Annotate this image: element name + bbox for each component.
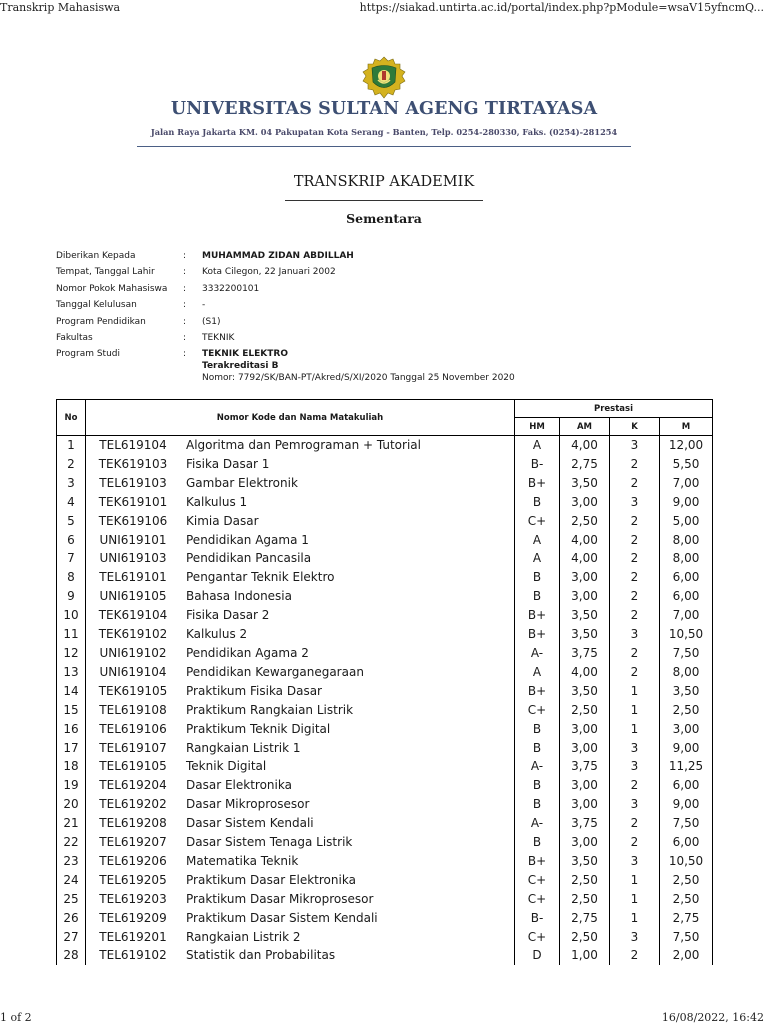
table-row [57,833,713,852]
grade-am: 2,75 [560,455,610,474]
course-name: Pendidikan Pancasila [180,549,515,568]
score-m: 11,25 [660,757,713,776]
grade-hm: C+ [515,928,560,947]
separator: : [183,349,187,360]
row-no: 6 [57,531,86,550]
course-code: TEL619108 [86,701,181,720]
table-row [57,474,713,493]
credits-k: 2 [610,512,660,531]
grade-am: 3,50 [560,474,610,493]
grade-hm: C+ [515,871,560,890]
row-no: 10 [57,606,86,625]
course-code: TEL619203 [86,890,181,909]
course-name: Dasar Elektronika [180,776,515,795]
table-row [57,625,713,644]
course-code: TEL619104 [86,436,181,455]
row-no: 22 [57,833,86,852]
grade-hm: B [515,587,560,606]
course-code: TEL619106 [86,720,181,739]
grade-am: 3,50 [560,852,610,871]
nim-label: Nomor Pokok Mahasiswa [56,283,168,294]
score-m: 6,00 [660,833,713,852]
grade-am: 3,75 [560,814,610,833]
course-code: UNI619105 [86,587,181,606]
col-prestasi-header: Prestasi [515,400,713,418]
score-m: 7,50 [660,928,713,947]
course-code: TEK619105 [86,682,181,701]
credits-k: 3 [610,757,660,776]
credits-k: 2 [610,587,660,606]
grade-hm: B+ [515,852,560,871]
transcript-table [56,399,713,965]
table-row [57,909,713,928]
university-name: UNIVERSITAS SULTAN AGENG TIRTAYASA [170,99,598,119]
row-no: 2 [57,455,86,474]
row-no: 27 [57,928,86,947]
score-m: 7,50 [660,814,713,833]
credits-k: 1 [610,701,660,720]
grade-am: 2,50 [560,928,610,947]
page-number: 1 of 2 [0,1011,32,1024]
credits-k: 3 [610,928,660,947]
course-code: TEL619208 [86,814,181,833]
table-row [57,928,713,947]
row-no: 15 [57,701,86,720]
credits-k: 2 [610,776,660,795]
table-row [57,568,713,587]
course-name: Praktikum Teknik Digital [180,720,515,739]
grade-am: 4,00 [560,436,610,455]
grade-am: 2,50 [560,512,610,531]
grade-hm: B [515,568,560,587]
university-address: Jalan Raya Jakarta KM. 04 Pakupatan Kota Serang - Banten, Telp. 0254-280330, Faks. (0254)-281254 [150,127,618,137]
study-value-group [202,348,515,384]
table-row [57,890,713,909]
credits-k: 1 [610,720,660,739]
credits-k: 2 [610,606,660,625]
document-title: TRANSKRIP AKADEMIK [293,174,475,190]
score-m: 8,00 [660,549,713,568]
course-code: TEL619201 [86,928,181,947]
row-no: 4 [57,493,86,512]
course-code: TEK619101 [86,493,181,512]
course-code: UNI619103 [86,549,181,568]
grade-am: 2,75 [560,909,610,928]
col-m-header: M [660,418,713,436]
col-hm-header: HM [515,418,560,436]
credits-k: 2 [610,455,660,474]
grade-hm: B+ [515,682,560,701]
faculty-label: Fakultas [56,332,93,343]
course-name: Statistik dan Probabilitas [180,946,515,965]
credits-k: 2 [610,644,660,663]
grade-hm: A [515,531,560,550]
grade-hm: C+ [515,890,560,909]
birth-label: Tempat, Tanggal Lahir [56,267,155,278]
course-name: Pengantar Teknik Elektro [180,568,515,587]
course-name: Bahasa Indonesia [180,587,515,606]
score-m: 7,50 [660,644,713,663]
score-m: 8,00 [660,663,713,682]
score-m: 9,00 [660,739,713,758]
table-row [57,946,713,965]
print-datetime: 16/08/2022, 16:42 [661,1011,764,1024]
course-name: Algoritma dan Pemrograman + Tutorial [180,436,515,455]
grade-am: 3,00 [560,776,610,795]
credits-k: 1 [610,871,660,890]
faculty-value: TEKNIK [202,332,235,343]
table-row [57,549,713,568]
credits-k: 3 [610,795,660,814]
grade-hm: B [515,833,560,852]
table-row [57,871,713,890]
grade-hm: A- [515,644,560,663]
credits-k: 3 [610,625,660,644]
grade-hm: B [515,776,560,795]
transcript-rows [57,436,713,966]
course-code: TEL619209 [86,909,181,928]
course-code: UNI619104 [86,663,181,682]
score-m: 5,50 [660,455,713,474]
decree-value: Nomor: 7792/SK/BAN-PT/Akred/S/XI/2020 Tanggal 25 November 2020 [202,373,515,384]
course-name: Kimia Dasar [180,512,515,531]
credits-k: 2 [610,549,660,568]
row-no: 1 [57,436,86,455]
course-name: Dasar Sistem Tenaga Listrik [180,833,515,852]
score-m: 2,50 [660,871,713,890]
course-name: Rangkaian Listrik 1 [180,739,515,758]
grade-am: 3,00 [560,587,610,606]
credits-k: 2 [610,833,660,852]
student-name: MUHAMMAD ZIDAN ABDILLAH [202,251,354,261]
grade-hm: B [515,720,560,739]
score-m: 6,00 [660,587,713,606]
course-code: TEL619101 [86,568,181,587]
table-row [57,663,713,682]
course-code: TEL619207 [86,833,181,852]
col-am-header: AM [560,418,610,436]
score-m: 8,00 [660,531,713,550]
grade-am: 2,50 [560,871,610,890]
grade-hm: B+ [515,606,560,625]
course-name: Pendidikan Agama 2 [180,644,515,663]
course-name: Praktikum Dasar Sistem Kendali [180,909,515,928]
grade-am: 3,50 [560,625,610,644]
table-row [57,720,713,739]
grade-am: 2,50 [560,701,610,720]
course-code: TEK619103 [86,455,181,474]
grade-hm: B [515,493,560,512]
grade-hm: B+ [515,474,560,493]
separator: : [183,251,187,261]
program-label: Program Pendidikan [56,316,146,327]
row-no: 12 [57,644,86,663]
separator: : [183,267,187,278]
grade-hm: D [515,946,560,965]
grade-am: 3,00 [560,493,610,512]
col-course-header: Nomor Kode dan Nama Matakuliah [86,400,515,436]
grade-hm: A- [515,757,560,776]
credits-k: 2 [610,474,660,493]
separator: : [183,332,187,343]
grade-am: 3,00 [560,833,610,852]
course-code: TEL619103 [86,474,181,493]
table-row [57,795,713,814]
course-name: Pendidikan Agama 1 [180,531,515,550]
credits-k: 1 [610,909,660,928]
table-row [57,436,713,455]
grade-am: 1,00 [560,946,610,965]
credits-k: 3 [610,493,660,512]
grade-am: 4,00 [560,531,610,550]
graduation-label: Tanggal Kelulusan [56,300,137,311]
course-code: TEK619106 [86,512,181,531]
course-code: TEL619206 [86,852,181,871]
page-url: https://siakad.untirta.ac.id/portal/index.php?pModule=wsaV15yfncmQ... [359,1,764,14]
credits-k: 3 [610,739,660,758]
course-code: TEL619204 [86,776,181,795]
row-no: 11 [57,625,86,644]
row-no: 26 [57,909,86,928]
birth-value: Kota Cilegon, 22 Januari 2002 [202,267,336,278]
grade-am: 3,50 [560,606,610,625]
row-no: 13 [57,663,86,682]
grade-am: 3,75 [560,757,610,776]
score-m: 10,50 [660,852,713,871]
separator: : [183,283,187,294]
grade-am: 3,50 [560,682,610,701]
course-code: UNI619101 [86,531,181,550]
row-no: 9 [57,587,86,606]
row-no: 28 [57,946,86,965]
separator: : [183,300,187,311]
row-no: 14 [57,682,86,701]
table-row [57,531,713,550]
table-row [57,739,713,758]
score-m: 7,00 [660,606,713,625]
row-no: 21 [57,814,86,833]
course-name: Fisika Dasar 1 [180,455,515,474]
course-name: Pendidikan Kewarganegaraan [180,663,515,682]
score-m: 2,00 [660,946,713,965]
score-m: 9,00 [660,795,713,814]
course-code: TEL619202 [86,795,181,814]
grade-am: 3,00 [560,739,610,758]
table-row [57,587,713,606]
grade-am: 3,00 [560,568,610,587]
credits-k: 2 [610,663,660,682]
course-name: Teknik Digital [180,757,515,776]
table-row [57,493,713,512]
score-m: 10,50 [660,625,713,644]
nim-value: 3332200101 [202,283,260,294]
graduation-value: - [202,300,206,311]
score-m: 6,00 [660,776,713,795]
credits-k: 2 [610,568,660,587]
row-no: 17 [57,739,86,758]
table-row [57,512,713,531]
table-row [57,455,713,474]
score-m: 9,00 [660,493,713,512]
course-name: Kalkulus 1 [180,493,515,512]
program-value: (S1) [202,316,221,327]
document-subtitle: Sementara [346,211,422,226]
grade-hm: B [515,795,560,814]
grade-hm: B- [515,455,560,474]
credits-k: 2 [610,946,660,965]
study-value: TEKNIK ELEKTRO [202,349,288,360]
grade-hm: A- [515,814,560,833]
table-row [57,757,713,776]
score-m: 6,00 [660,568,713,587]
accreditation-value: Terakreditasi B [202,361,279,372]
title-underline [285,200,483,201]
university-logo-icon [362,56,406,100]
separator: : [183,316,187,327]
course-name: Praktikum Dasar Mikroprosesor [180,890,515,909]
course-code: TEL619105 [86,757,181,776]
course-name: Dasar Mikroprosesor [180,795,515,814]
row-no: 3 [57,474,86,493]
grade-hm: A [515,549,560,568]
grade-hm: C+ [515,701,560,720]
course-code: TEL619205 [86,871,181,890]
score-m: 7,00 [660,474,713,493]
row-no: 8 [57,568,86,587]
page-title: Transkrip Mahasiswa [0,1,121,14]
course-name: Praktikum Dasar Elektronika [180,871,515,890]
table-row [57,644,713,663]
grade-hm: B- [515,909,560,928]
row-no: 5 [57,512,86,531]
grade-hm: A [515,663,560,682]
credits-k: 1 [610,890,660,909]
row-no: 20 [57,795,86,814]
credits-k: 2 [610,814,660,833]
table-row [57,776,713,795]
given-to-label: Diberikan Kepada [56,251,136,261]
col-k-header: K [610,418,660,436]
row-no: 18 [57,757,86,776]
header-divider [137,146,631,147]
row-no: 16 [57,720,86,739]
grade-am: 3,00 [560,795,610,814]
course-code: TEL619107 [86,739,181,758]
grade-hm: A [515,436,560,455]
course-code: UNI619102 [86,644,181,663]
course-name: Fisika Dasar 2 [180,606,515,625]
credits-k: 3 [610,852,660,871]
course-code: TEK619104 [86,606,181,625]
grade-hm: B [515,739,560,758]
score-m: 5,00 [660,512,713,531]
course-name: Kalkulus 2 [180,625,515,644]
course-name: Praktikum Fisika Dasar [180,682,515,701]
credits-k: 1 [610,682,660,701]
score-m: 12,00 [660,436,713,455]
grade-am: 3,00 [560,720,610,739]
table-row [57,606,713,625]
grade-am: 4,00 [560,549,610,568]
course-code: TEK619102 [86,625,181,644]
table-row [57,852,713,871]
grade-am: 3,75 [560,644,610,663]
grade-hm: C+ [515,512,560,531]
grade-am: 2,50 [560,890,610,909]
row-no: 24 [57,871,86,890]
table-row [57,682,713,701]
grade-am: 4,00 [560,663,610,682]
row-no: 23 [57,852,86,871]
course-name: Praktikum Rangkaian Listrik [180,701,515,720]
course-name: Matematika Teknik [180,852,515,871]
score-m: 3,00 [660,720,713,739]
grade-hm: B+ [515,625,560,644]
score-m: 2,75 [660,909,713,928]
credits-k: 3 [610,436,660,455]
credits-k: 2 [610,531,660,550]
table-row [57,814,713,833]
study-label: Program Studi [56,349,120,360]
score-m: 3,50 [660,682,713,701]
table-row [57,701,713,720]
score-m: 2,50 [660,701,713,720]
score-m: 2,50 [660,890,713,909]
course-code: TEL619102 [86,946,181,965]
col-no-header: No [57,400,86,436]
row-no: 25 [57,890,86,909]
course-name: Gambar Elektronik [180,474,515,493]
row-no: 19 [57,776,86,795]
course-name: Rangkaian Listrik 2 [180,928,515,947]
row-no: 7 [57,549,86,568]
course-name: Dasar Sistem Kendali [180,814,515,833]
